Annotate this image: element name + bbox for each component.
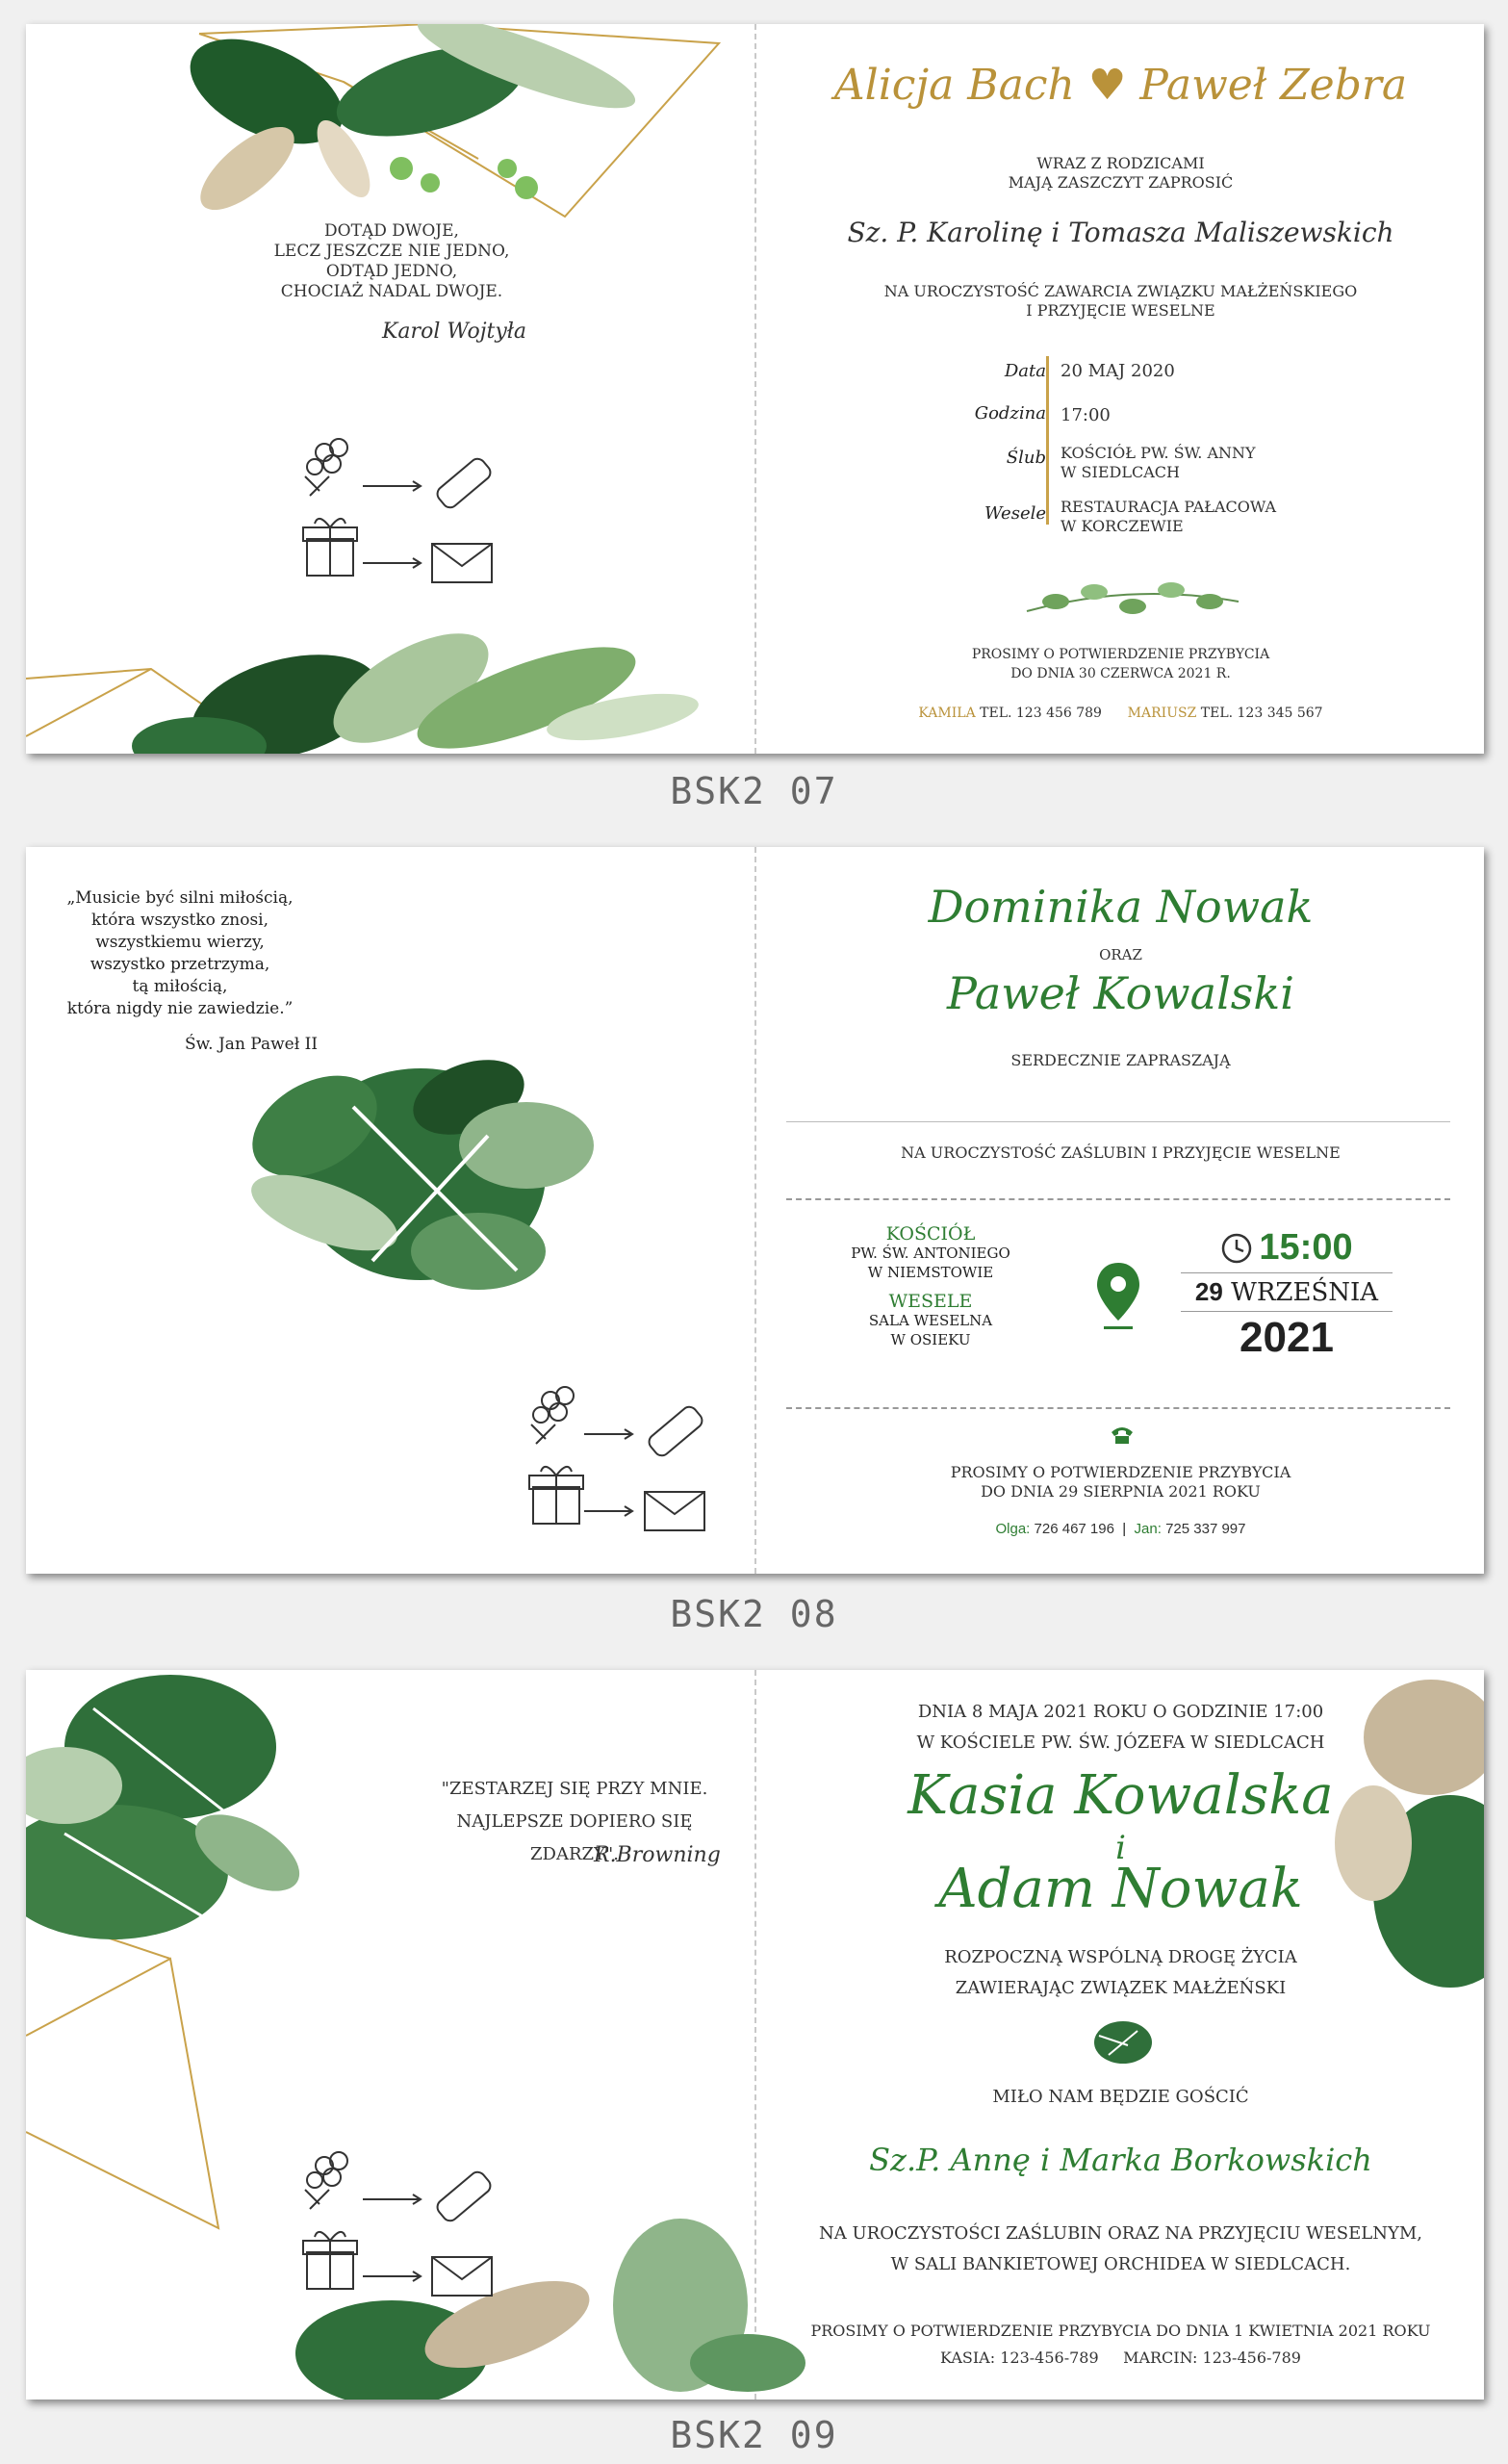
detail-value: KOŚCIÓŁ PW. ŚW. ANNY W SIEDLCACH — [1061, 444, 1256, 481]
quote-line: która nigdy nie zawiedzie.” — [66, 999, 294, 1018]
detail-key: Godzina — [974, 403, 1046, 424]
detail-key: Wesele — [984, 503, 1046, 524]
divider — [786, 1407, 1450, 1409]
quote-author: Św. Jan Paweł II — [185, 1035, 319, 1054]
quote-author: Karol Wojtyła — [382, 320, 527, 344]
year-text: 2021 — [1240, 1314, 1334, 1361]
quote-line: CHOCIAŻ NADAL DWOJE. — [280, 282, 503, 301]
quote-line: "ZESTARZEJ SIĘ PRZY MNIE. — [441, 1779, 708, 1799]
details-values — [1061, 359, 1407, 536]
ceremony-text — [757, 2219, 1484, 2280]
text-line: I PRZYJĘCIE WESELNE — [1026, 301, 1215, 320]
card-bsk2-09 — [26, 1670, 1484, 2400]
rsvp-text — [757, 1463, 1484, 1502]
contact-name: KAMILA — [918, 706, 976, 721]
ceremony-text — [757, 282, 1484, 321]
quote-line: ODTĄD JEDNO, — [325, 262, 458, 281]
fold-line — [754, 24, 756, 754]
bouquet-icon — [300, 438, 348, 496]
foliage-bottom-illustration — [26, 602, 738, 754]
text-line: DNIA 8 MAJA 2021 ROKU O GODZINIE 17:00 — [917, 1702, 1324, 1722]
rsvp-text: PROSIMY O POTWIERDZENIE PRZYBYCIA DO DNIA 1 KWIETNIA 2021 ROKU — [810, 2322, 1431, 2340]
contact-name: MARIUSZ — [1127, 706, 1197, 721]
bride-name: Kasia Kowalska — [907, 1764, 1334, 1827]
divider — [786, 1198, 1450, 1200]
text-line: NA UROCZYSTOŚCI ZAŚLUBIN ORAZ NA PRZYJĘCIU WESELNYM, — [819, 2223, 1422, 2244]
card-bsk2-07 — [26, 24, 1484, 754]
month-text: WRZEŚNIA — [1231, 1278, 1379, 1307]
location-pin-icon — [1094, 1261, 1142, 1333]
text-line: DO DNIA 30 CZERWCA 2021 R. — [1010, 666, 1231, 681]
quote-author: R.Browning — [594, 1843, 721, 1867]
monstera-corner-illustration — [26, 1670, 315, 2267]
church-title: KOŚCIÓŁ — [885, 1223, 976, 1245]
reception-line: SALA WESELNA — [868, 1312, 993, 1329]
reception-title: WESELE — [888, 1291, 973, 1312]
contact-phone: TEL. 123 456 789 — [980, 706, 1102, 721]
fold-line — [754, 847, 756, 1574]
quote-line: LECZ JESZCZE NIE JEDNO, — [273, 242, 510, 261]
money-envelope-icon — [430, 539, 498, 587]
product-label: BSK2 07 — [670, 770, 838, 812]
rsvp-text — [757, 645, 1484, 683]
gift-box-icon — [305, 525, 363, 582]
and-text: i — [1115, 1829, 1126, 1867]
invite-text: SERDECZNIE ZAPRASZAJĄ — [1010, 1051, 1231, 1069]
details-keys — [950, 359, 1046, 544]
quote-line: wszystkiemu wierzy, — [95, 933, 265, 952]
text-line: NA UROCZYSTOŚĆ ZAWARCIA ZWIĄZKU MAŁŻEŃSKIEGO — [883, 282, 1358, 300]
text-line: ZAWIERAJĄC ZWIĄZEK MAŁŻEŃSKI — [955, 1978, 1287, 1998]
contact-phone: TEL. 123 345 567 — [1200, 706, 1323, 721]
detail-value: RESTAURACJA PAŁACOWA W KORCZEWIE — [1061, 498, 1277, 535]
quote-line: tą miłością, — [132, 977, 228, 996]
monstera-leaf-icon — [1089, 2016, 1157, 2069]
text-line: PROSIMY O POTWIERDZENIE PRZYBYCIA — [950, 1463, 1291, 1481]
text-line: MAJĄ ZASZCZYT ZAPROSIĆ — [1008, 173, 1234, 192]
text-line: DO DNIA 29 SIERPNIA 2021 ROKU — [981, 1482, 1261, 1501]
clock-icon — [1220, 1232, 1253, 1265]
quote — [55, 887, 305, 1020]
date-line — [757, 1697, 1484, 1758]
divider — [786, 1121, 1450, 1122]
text-line: W SALI BANKIETOWEJ ORCHIDEA W SIEDLCACH. — [890, 2254, 1351, 2274]
separator: | — [1122, 1521, 1127, 1537]
contact-phone: 726 467 196 — [1034, 1521, 1114, 1537]
church-line: PW. ŚW. ANTONIEGO — [851, 1245, 1010, 1262]
contact-name: Jan: — [1134, 1521, 1162, 1537]
quote-line: która wszystko znosi, — [90, 911, 269, 930]
monstera-bouquet-illustration — [199, 1020, 623, 1309]
product-label: BSK2 09 — [670, 2414, 838, 2456]
detail-value: 20 MAJ 2020 — [1061, 361, 1175, 381]
guest-names: Sz.P. Annę i Marka Borkowskich — [869, 2142, 1372, 2178]
contacts — [757, 1521, 1484, 1537]
ceremony-text: NA UROCZYSTOŚĆ ZAŚLUBIN I PRZYJĘCIE WESELNE — [901, 1143, 1341, 1162]
gift-preference-icons — [512, 1372, 743, 1540]
phone-icon — [1109, 1423, 1136, 1446]
wine-bottle-icon — [430, 448, 498, 505]
text-line: W KOŚCIELE PW. ŚW. JÓZEFA W SIEDLCACH — [916, 1732, 1325, 1753]
detail-value: 17:00 — [1061, 405, 1111, 425]
text-line: WRAZ Z RODZICAMI — [1036, 154, 1205, 172]
contacts — [757, 706, 1484, 721]
reception-line: W OSIEKU — [890, 1331, 971, 1348]
day-month — [1171, 1277, 1402, 1307]
with-parents-text — [757, 154, 1484, 192]
contacts: KASIA: 123-456-789 MARCIN: 123-456-789 — [940, 2348, 1301, 2367]
quote-line: DOTĄD DWOJE, — [324, 221, 459, 241]
pleasure-text: MIŁO NAM BĘDZIE GOŚCIĆ — [992, 2087, 1249, 2107]
quote-line: „Musicie być silni miłością, — [66, 888, 294, 908]
groom-name: Paweł Kowalski — [947, 967, 1294, 1019]
detail-key: Data — [1004, 361, 1046, 381]
gift-preference-icons — [286, 2137, 517, 2305]
time-text: 15:00 — [1259, 1227, 1353, 1268]
couple-names: Alicja Bach ♥ Paweł Zebra — [833, 61, 1408, 110]
bride-name: Dominika Nowak — [928, 881, 1314, 933]
quote — [228, 221, 555, 302]
quote-line: NAJLEPSZE DOPIERO SIĘ ZDARZY". — [456, 1811, 693, 1864]
church-line: W NIEMSTOWIE — [867, 1264, 994, 1281]
contact-phone: 725 337 997 — [1165, 1521, 1246, 1537]
text-line: PROSIMY O POTWIERDZENIE PRZYBYCIA — [971, 647, 1270, 662]
journey-text — [757, 1942, 1484, 2004]
quote-line: wszystko przetrzyma, — [89, 955, 270, 974]
contact-name: Olga: — [995, 1521, 1031, 1537]
details-divider — [1046, 356, 1049, 525]
card-bsk2-08 — [26, 847, 1484, 1574]
text-line: ROZPOCZNĄ WSPÓLNĄ DROGĘ ŻYCIA — [944, 1947, 1297, 1967]
product-label: BSK2 08 — [670, 1593, 838, 1635]
day-text: 29 — [1194, 1277, 1223, 1306]
guest-names: Sz. P. Karolinę i Tomasza Maliszewskich — [847, 217, 1394, 248]
detail-key: Ślub — [1006, 448, 1046, 468]
leaf-sprig-illustration — [1017, 573, 1248, 630]
date-block — [1171, 1227, 1402, 1360]
oraz-text: ORAZ — [1099, 946, 1142, 963]
groom-name: Adam Nowak — [938, 1858, 1303, 1920]
venues — [825, 1224, 1036, 1349]
